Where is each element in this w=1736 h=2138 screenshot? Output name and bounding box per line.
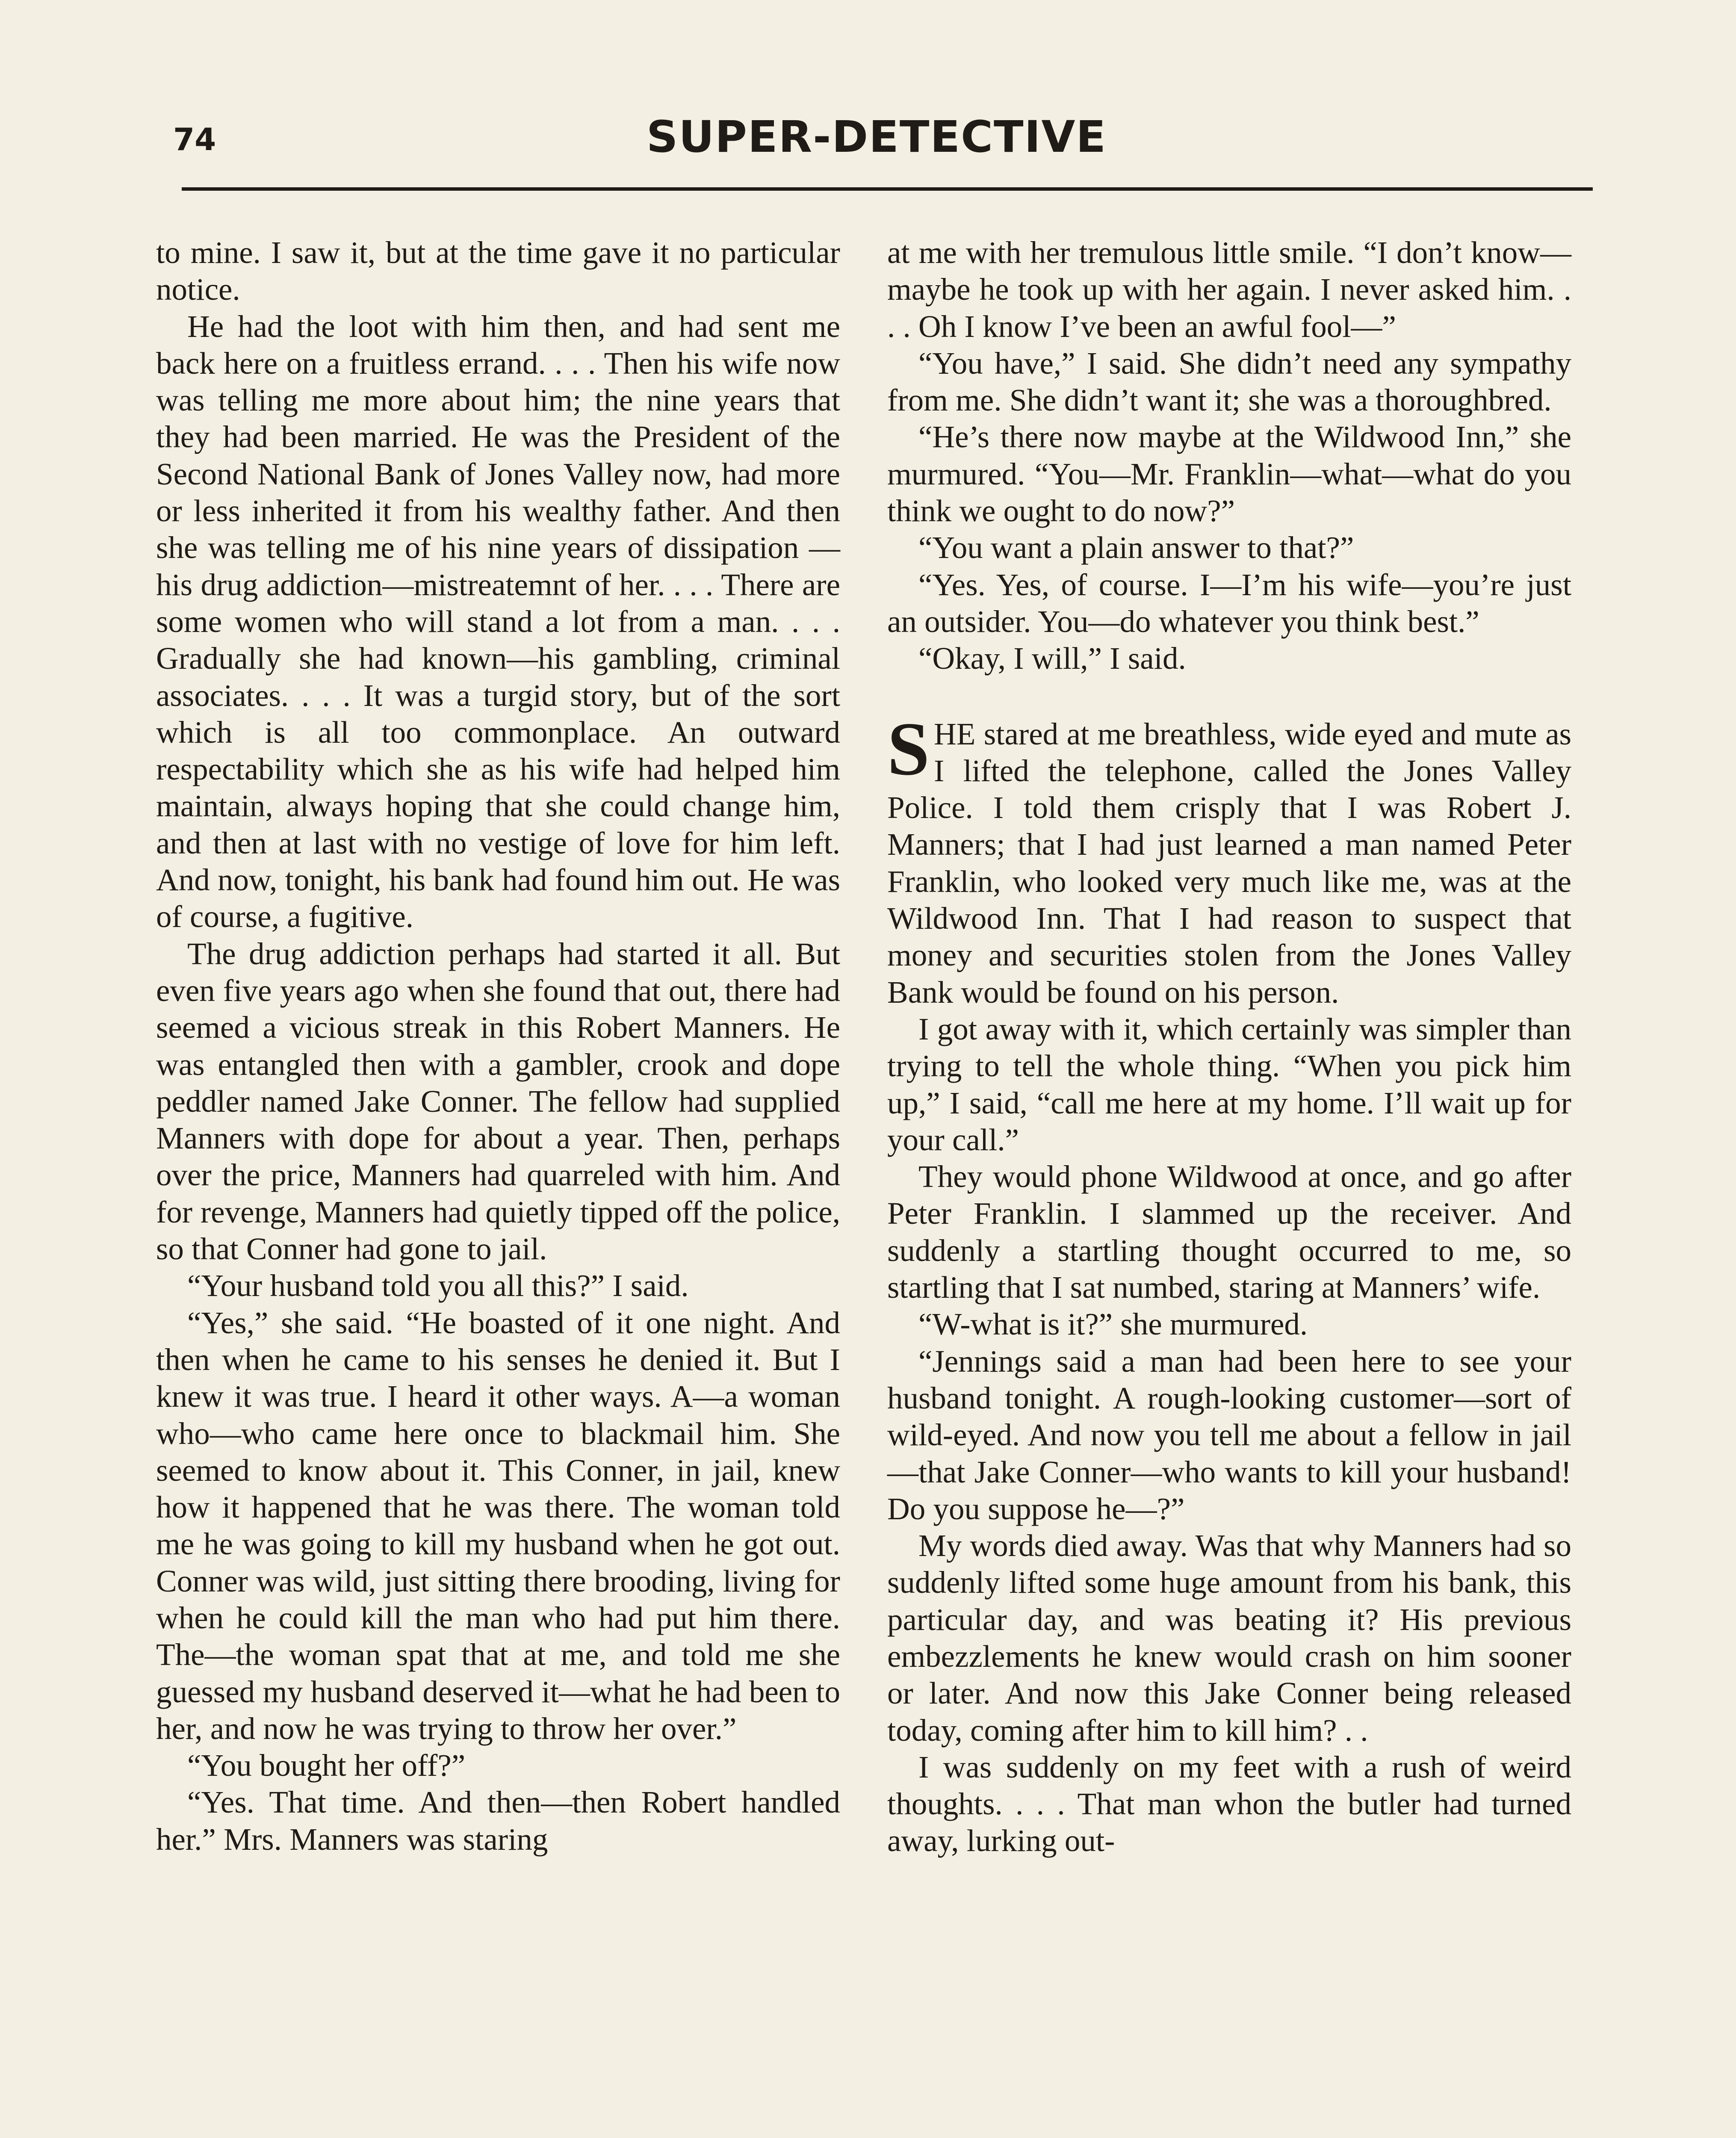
- paragraph: “He’s there now maybe at the Wildwood Inn,” she murmured. “You—Mr. Franklin—what—what do you think we ought to do now?”: [887, 419, 1571, 529]
- paragraph: They would phone Wildwood at once, and go after Peter Franklin. I slammed up the receiver. And suddenly a startling thought occurred to me, so startling that I sat numbed, staring at Manners’ wife.: [887, 1159, 1571, 1305]
- paragraph: “Jennings said a man had been here to see your husband tonight. A rough-looking customer—sort of wild-eyed. And now you tell me about a fellow in jail—that Jake Conner—who wants to kill your husband! Do you suppose he—?”: [887, 1344, 1571, 1526]
- paragraph: “Yes,” she said. “He boasted of it one night. And then when he came to his senses he denied it. But I knew it was true. I heard it other ways. A—a woman who—who came here once to blackmail him. She seemed to know about it. This Conner, in jail, knew how it happened that he was there. The woman told me he was going to kill my husband when he got out. Conner was wild, just sitting there brooding, living for when he could kill the man who had put him there. The—the woman spat that at me, and told me she guessed my husband deserved it—what he had been to her, and now he was trying to throw her over.”: [156, 1305, 840, 1746]
- paragraph: “You bought her off?”: [187, 1748, 466, 1783]
- paragraph: at me with her tremulous little smile. “I don’t know—maybe he took up with her again. I never asked him. . . . Oh I know I’ve been an awful fool—”: [887, 235, 1571, 344]
- paragraph: “Your husband told you all this?” I said.: [187, 1268, 689, 1303]
- paragraph: “W-what is it?” she murmured.: [918, 1307, 1308, 1342]
- paragraph: I was suddenly on my feet with a rush of weird thoughts. . . . That man whon the butler had turned away, lurking out-: [887, 1749, 1571, 1858]
- section-opening-text: HE stared at me breathless, wide eyed and mute as I lifted the telephone, called the Jones Valley Police. I told them crisply that I was Robert J. Manners; that I had just learned a man named Peter Franklin, who looked very much like me, was at the Wildwood Inn. That I had reason to suspect that money and securities stolen from the Jones Valley Bank would be found on his person.: [887, 716, 1571, 1010]
- section-opening-paragraph: [887, 706, 1571, 1011]
- page-number: 74: [173, 121, 216, 157]
- paragraph: “Yes. That time. And then—then Robert handled her.” Mrs. Manners was staring: [156, 1785, 840, 1857]
- paragraph: The drug addiction perhaps had started it all. But even five years ago when she found that out, there had seemed a vicious streak in this Robert Manners. He was entangled then with a gambler, crook and dope peddler named Jake Conner. The fellow had supplied Manners with dope for about a year. Then, perhaps over the price, Manners had quarreled with him. And for revenge, Manners had quietly tipped off the police, so that Conner had gone to jail.: [156, 936, 840, 1267]
- paragraph: “You have,” I said. She didn’t need any sympathy from me. She didn’t want it; she was a thoroughbred.: [887, 346, 1571, 418]
- drop-cap: S: [887, 706, 930, 791]
- paragraph: to mine. I saw it, but at the time gave it no particular notice.: [156, 235, 840, 307]
- header-rule: [182, 187, 1593, 191]
- paragraph: “You want a plain answer to that?”: [918, 530, 1354, 565]
- paragraph: “Yes. Yes, of course. I—I’m his wife—you’re just an outsider. You—do whatever you think best.”: [887, 567, 1571, 639]
- running-head-title: SUPER-DETECTIVE: [646, 112, 1107, 162]
- right-column: [887, 234, 1571, 1860]
- paragraph: He had the loot with him then, and had sent me back here on a fruitless errand. . . . Then his wife now was telling me more about him; the nine years that they had been married. He was the President of the Second National Bank of Jones Valley now, had more or less inherited it from his wealthy father. And then she was telling me of his nine years of dissipation —his drug addiction—mistreatemnt of her. . . . There are some women who will stand a lot from a man. . . . Gradually she had known—his gambling, criminal associates. . . . It was a turgid story, but of the sort which is all too commonplace. An outward respectability which she as his wife had helped him maintain, always hoping that she could change him, and then at last with no vestige of love for him left. And now, tonight, his bank had found him out. He was of course, a fugitive.: [156, 309, 840, 934]
- left-column: [156, 234, 840, 1858]
- paragraph: I got away with it, which certainly was simpler than trying to tell the whole thing. “When you pick him up,” I said, “call me here at my home. I’ll wait up for your call.”: [887, 1011, 1571, 1157]
- paragraph: “Okay, I will,” I said.: [918, 641, 1186, 676]
- paragraph: My words died away. Was that why Manners had so suddenly lifted some huge amount from his bank, this particular day, and was beating it? His previous embezzlements he knew would crash on him sooner or later. And now this Jake Conner being released today, coming after him to kill him? . .: [887, 1528, 1571, 1748]
